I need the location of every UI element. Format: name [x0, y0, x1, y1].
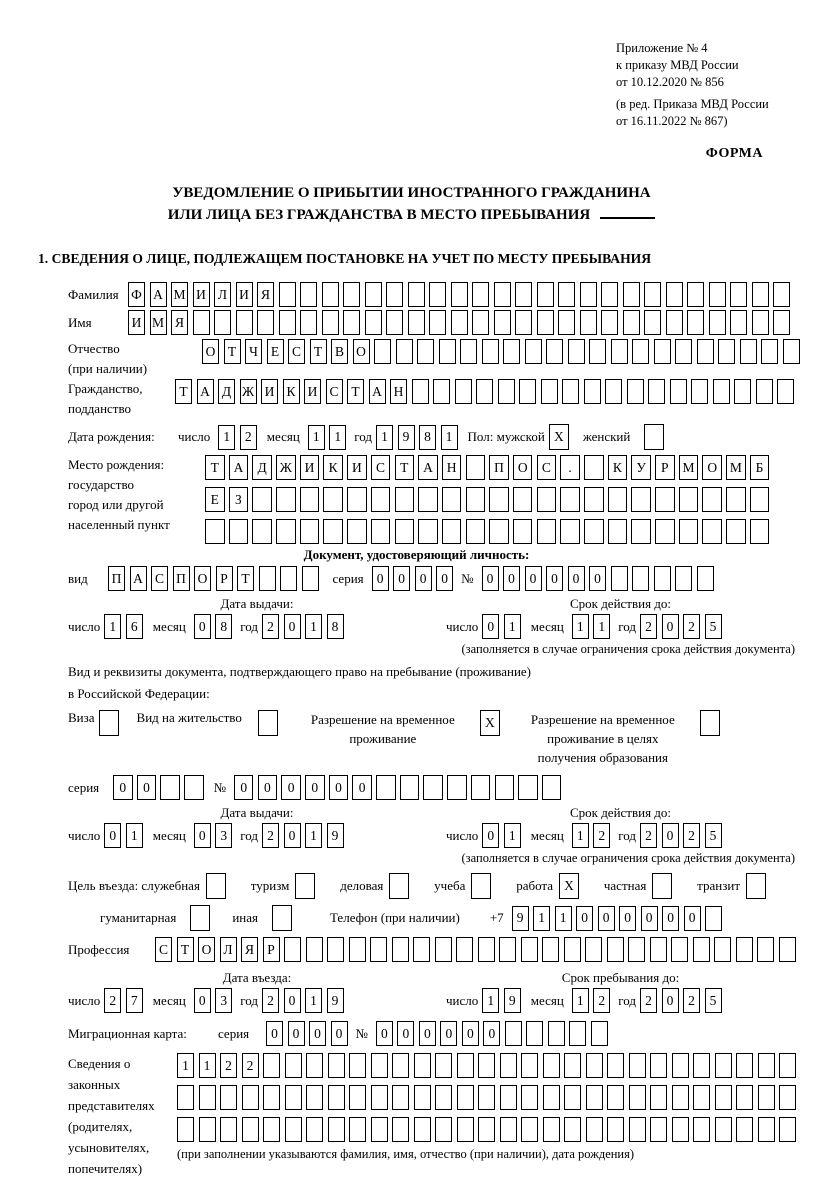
day-label: число: [68, 618, 101, 634]
male-checkbox[interactable]: X: [549, 424, 569, 450]
humanitarian-checkbox[interactable]: [190, 905, 210, 931]
permit-until-month-cells[interactable]: 1 2: [572, 823, 611, 848]
tourism-checkbox[interactable]: [295, 873, 315, 899]
doc-until-month-cells[interactable]: 1 1: [572, 614, 611, 639]
residence-permit-label: Вид на жительство: [136, 710, 242, 725]
issue-date-caption: Дата выдачи:: [220, 596, 294, 611]
temp-permit-label: Разрешение на временное проживание: [310, 712, 455, 746]
month-label: месяц: [152, 992, 186, 1008]
representatives-row1-cells[interactable]: 1 1 2 2: [177, 1053, 796, 1078]
day-label: число: [68, 992, 101, 1008]
stay-until-caption: Срок пребывания до:: [561, 970, 680, 985]
series-label: серия: [218, 1025, 250, 1041]
entry-purpose-row: [68, 873, 766, 899]
entry-month-cells[interactable]: 0 3: [194, 988, 233, 1013]
residence-doc-line2: в Российской Федерации:: [68, 686, 210, 701]
permit-issue-year-cells[interactable]: 2 0 1 9: [262, 823, 344, 848]
surname-row: [68, 282, 795, 307]
business-checkbox[interactable]: [389, 873, 409, 899]
doc-series-cells[interactable]: 0 0 0 0: [372, 566, 454, 591]
appendix-line: Приложение № 4: [616, 41, 708, 55]
section1-heading: 1. СВЕДЕНИЯ О ЛИЦЕ, ПОДЛЕЖАЩЕМ ПОСТАНОВКЕ НА УЧЕТ ПО МЕСТУ ПРЕБЫВАНИЯ: [38, 251, 652, 266]
profession-label: Профессия: [68, 941, 130, 957]
year-label: год: [240, 618, 259, 634]
study-checkbox[interactable]: [471, 873, 491, 899]
stay-year-cells[interactable]: 2 0 2 5: [640, 988, 722, 1013]
series-label: серия: [332, 570, 364, 586]
citizenship-label: Гражданство, подданство: [68, 381, 143, 416]
private-checkbox[interactable]: [652, 873, 672, 899]
birthplace-block: [68, 455, 795, 544]
firstname-cells[interactable]: И М Я: [128, 310, 790, 335]
sex-female-label: женский: [582, 429, 631, 444]
permit-until-day-cells[interactable]: 0 1: [482, 823, 521, 848]
appendix-line: к приказу МВД России: [616, 58, 739, 72]
year-label: год: [354, 429, 373, 444]
permit-series-row: [68, 775, 795, 800]
validity-note: (заполняется в случае ограничения срока действия документа): [461, 851, 795, 865]
number-sign: №: [213, 779, 226, 795]
firstname-label: Имя: [68, 314, 92, 330]
doc-number-cells[interactable]: 0 0 0 0 0 0: [482, 566, 714, 591]
appendix-line: от 16.11.2022 № 867): [616, 114, 728, 128]
appendix-reference: [616, 40, 816, 130]
patronymic-label: Отчество (при наличии): [68, 341, 148, 376]
residence-doc-line1: Вид и реквизиты документа, подтверждающего право на пребывание (проживание): [68, 664, 532, 679]
stay-month-cells[interactable]: 1 2: [572, 988, 611, 1013]
valid-until-caption: Срок действия до:: [569, 596, 672, 611]
doc-kind-cells[interactable]: П А С П О Р Т: [108, 566, 319, 591]
year-label: год: [618, 618, 637, 634]
visa-checkbox[interactable]: [99, 710, 119, 736]
entry-date-caption: Дата въезда:: [222, 970, 292, 985]
validity-note: (заполняется в случае ограничения срока действия документа): [461, 642, 795, 656]
doc-until-day-cells[interactable]: 0 1: [482, 614, 521, 639]
work-label: работа: [516, 878, 554, 893]
profession-row: [68, 937, 795, 962]
work-checkbox[interactable]: X: [559, 873, 579, 899]
iddoc-heading: Документ, удостоверяющий личность:: [303, 547, 530, 562]
other-label: иная: [232, 910, 258, 925]
month-label: месяц: [530, 992, 564, 1008]
permit-series-cells[interactable]: 0 0: [113, 775, 204, 800]
day-label: число: [446, 992, 479, 1008]
form-title: [28, 182, 795, 226]
permit-dates: [68, 804, 795, 866]
doc-issue-month-cells[interactable]: 0 8: [194, 614, 233, 639]
phone-cells[interactable]: 9 1 1 0 0 0 0 0 0: [512, 906, 723, 931]
doc-until-year-cells[interactable]: 2 0 2 5: [640, 614, 722, 639]
representatives-row3-cells[interactable]: [177, 1117, 796, 1142]
issue-date-caption: Дата выдачи:: [220, 805, 294, 820]
residence-permit-checkbox[interactable]: [258, 710, 278, 736]
month-label: месяц: [266, 429, 300, 444]
form-title-line1: УВЕДОМЛЕНИЕ О ПРИБЫТИИ ИНОСТРАННОГО ГРАЖДАНИНА: [172, 185, 651, 201]
temp-permit-edu-checkbox[interactable]: [700, 710, 720, 736]
patronymic-cells[interactable]: О Т Ч Е С Т В О: [202, 339, 800, 364]
year-label: год: [240, 992, 259, 1008]
transit-label: транзит: [697, 878, 740, 893]
year-label: год: [618, 827, 637, 843]
number-sign: №: [461, 570, 474, 586]
kind-label: вид: [68, 570, 88, 586]
forma-label: ФОРМА: [705, 146, 763, 161]
iddoc-dates: [68, 595, 795, 657]
migcard-series-cells[interactable]: 0 0 0 0: [266, 1021, 348, 1046]
birthplace-label: Место рождения: государство город или другой населенный пункт: [68, 457, 170, 532]
entry-year-cells[interactable]: 2 0 1 9: [262, 988, 344, 1013]
representatives-note: (при заполнении указываются фамилия, имя, отчество (при наличии), дата рождения): [177, 1147, 635, 1161]
stay-day-cells[interactable]: 1 9: [482, 988, 521, 1013]
phone-prefix: +7: [489, 910, 504, 925]
citizenship-cells[interactable]: Т А Д Ж И К И С Т А Н: [175, 379, 794, 404]
purpose-row2: [100, 905, 795, 931]
doc-issue-day-cells[interactable]: 1 6: [104, 614, 143, 639]
month-label: месяц: [530, 827, 564, 843]
birth-year-cells[interactable]: 1 9 8 1: [376, 425, 458, 450]
private-label: частная: [603, 878, 647, 893]
other-checkbox[interactable]: [272, 905, 292, 931]
tourism-label: туризм: [250, 878, 290, 893]
birthplace-row1-cells[interactable]: Т А Д Ж И К И С Т А Н П О С . К У Р М О М Б: [205, 455, 769, 480]
official-checkbox[interactable]: [206, 873, 226, 899]
surname-label: Фамилия: [68, 286, 119, 302]
month-label: месяц: [152, 827, 186, 843]
form-title-line2: ИЛИ ЛИЦА БЕЗ ГРАЖДАНСТВА В МЕСТО ПРЕБЫВАНИЯ: [28, 204, 795, 226]
title-blank-underline: [600, 217, 655, 219]
transit-checkbox[interactable]: [746, 873, 766, 899]
migration-card-label: Миграционная карта:: [68, 1025, 187, 1041]
temp-permit-edu-label: Разрешение на временное проживание в целях получения образования: [530, 712, 675, 765]
permit-issue-month-cells[interactable]: 0 3: [194, 823, 233, 848]
business-label: деловая: [340, 878, 384, 893]
citizenship-row: [68, 379, 795, 419]
purpose-official-label: Цель въезда: служебная: [68, 878, 200, 893]
surname-cells[interactable]: Ф А М И Л И Я: [128, 282, 790, 307]
day-label: число: [178, 429, 211, 444]
series-label: серия: [68, 779, 100, 795]
sex-male-label: Пол: мужской: [467, 429, 545, 444]
representatives-block: [68, 1053, 795, 1179]
year-label: год: [618, 992, 637, 1008]
birth-day-cells[interactable]: 1 2: [218, 425, 257, 450]
migcard-number-cells[interactable]: 0 0 0 0 0 0: [376, 1021, 608, 1046]
permit-number-cells[interactable]: 0 0 0 0 0 0: [234, 775, 561, 800]
permit-issue-day-cells[interactable]: 0 1: [104, 823, 143, 848]
birthdate-row: [68, 424, 795, 450]
study-label: учеба: [434, 878, 466, 893]
patronymic-row: [68, 339, 795, 379]
iddoc-kind-row: [68, 566, 795, 591]
representatives-label: Сведения о законных представителях (родителях, усыновителях, попечителях): [68, 1056, 155, 1176]
day-label: число: [446, 827, 479, 843]
residence-doc-types: [68, 710, 795, 767]
birthplace-row3-cells[interactable]: [205, 519, 769, 544]
permit-until-year-cells[interactable]: 2 0 2 5: [640, 823, 722, 848]
month-label: месяц: [152, 618, 186, 634]
month-label: месяц: [530, 618, 564, 634]
birth-month-cells[interactable]: 1 1: [308, 425, 347, 450]
female-checkbox[interactable]: [644, 424, 664, 450]
phone-label: Телефон (при наличии): [329, 910, 460, 925]
year-label: год: [240, 827, 259, 843]
appendix-line: (в ред. Приказа МВД России: [616, 97, 769, 111]
day-label: число: [446, 618, 479, 634]
humanitarian-label: гуманитарная: [100, 910, 177, 925]
day-label: число: [68, 827, 101, 843]
entry-dates: [68, 969, 795, 1013]
visa-label: Виза: [68, 710, 95, 725]
valid-until-caption: Срок действия до:: [569, 805, 672, 820]
representatives-row2-cells[interactable]: [177, 1085, 796, 1110]
doc-issue-year-cells[interactable]: 2 0 1 8: [262, 614, 344, 639]
birthplace-row2-cells[interactable]: Е З: [205, 487, 769, 512]
number-sign: №: [355, 1025, 368, 1041]
temp-permit-checkbox[interactable]: X: [480, 710, 500, 736]
firstname-row: [68, 310, 795, 335]
entry-day-cells[interactable]: 2 7: [104, 988, 143, 1013]
appendix-line: от 10.12.2020 № 856: [616, 75, 724, 89]
birthdate-label: Дата рождения:: [68, 429, 155, 444]
migration-card-row: [68, 1021, 795, 1046]
profession-cells[interactable]: С Т О Л Я Р: [155, 937, 796, 962]
